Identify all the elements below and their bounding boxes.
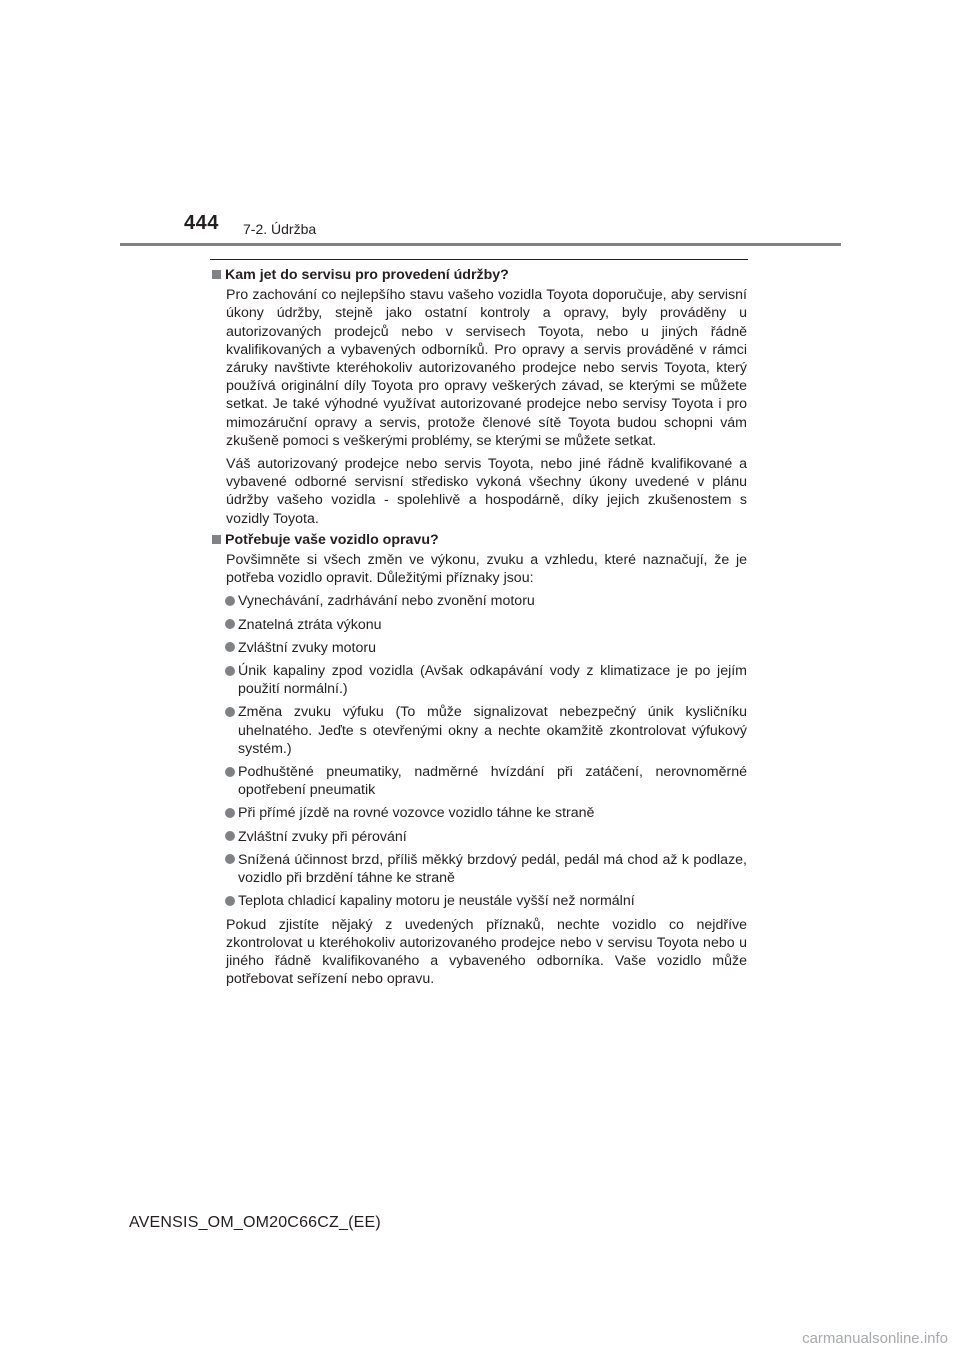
section-title: 7-2. Údržba <box>243 221 317 237</box>
list-item <box>212 828 747 846</box>
square-bullet-icon <box>212 270 221 279</box>
list-item <box>212 804 747 822</box>
section-heading <box>212 531 747 549</box>
header-rule <box>120 243 841 246</box>
circle-bullet-icon <box>225 666 235 676</box>
square-bullet-icon <box>212 535 221 544</box>
circle-bullet-icon <box>225 596 235 606</box>
content-body <box>212 266 747 993</box>
closing-paragraph: Pokud zjistíte nějaký z uvedených příznaků, nechte vozidlo co nejdříve zkontrolovat u kteréhokoliv autorizovaného prodejce nebo v servisu Toyota nebo u jiného řádně kvalifikovaného a vybaveného odborníka. Vaše vozidlo může potřebovat seřízení nebo opravu. <box>226 916 747 988</box>
list-item-text: Vynechávání, zadrhávání nebo zvonění motoru <box>238 593 535 610</box>
list-item <box>212 763 747 799</box>
section-heading-text: Potřebuje vaše vozidlo opravu? <box>225 531 439 548</box>
circle-bullet-icon <box>225 854 235 864</box>
list-item-text: Změna zvuku výfuku (To může signalizovat nebezpečný únik kysličníku uhelnatého. Jeďte s otevřenými okny a nechte okamžitě zkontrolovat výfukový systém.) <box>238 704 747 757</box>
content-rule <box>210 259 748 260</box>
circle-bullet-icon <box>225 767 235 777</box>
section-heading-text: Kam jet do servisu pro provedení údržby? <box>225 267 509 283</box>
list-item <box>212 703 747 758</box>
circle-bullet-icon <box>225 642 235 652</box>
page-number: 444 <box>184 212 219 234</box>
circle-bullet-icon <box>225 808 235 818</box>
circle-bullet-icon <box>225 896 235 906</box>
symptom-list <box>212 592 747 910</box>
list-item <box>212 592 747 610</box>
list-item <box>212 892 747 910</box>
document-code: AVENSIS_OM_OM20C66CZ_(EE) <box>129 1214 381 1231</box>
list-item <box>212 639 747 657</box>
circle-bullet-icon <box>225 619 235 629</box>
section-heading <box>212 266 747 284</box>
watermark: carmanualsonline.info <box>802 1330 948 1347</box>
paragraph: Pro zachování co nejlepšího stavu vašeho vozidla Toyota doporučuje, aby servisní úkony údržby, stejně jako ostatní kontroly a opravy, byly prováděny u autorizovaných prodejců nebo v servisech Toyota, nebo u jiných řádně kvalifikovaných a vybavených odborníků. Pro opravy a servis prováděné v rámci záruky navštivte kteréhokoliv autorizovaného prodejce nebo servis Toyota, který používá originální díly Toyota pro opravy veškerých závad, se kterými se můžete setkat. Je také výhodné využívat autorizované prodejce nebo servisy Toyota i pro mimozáruční opravy a servis, protože členové sítě Toyota budou schopni vám zkušeně pomoci s veškerými problémy, se kterými se můžete setkat. <box>226 287 747 449</box>
list-item-text: Teplota chladicí kapaliny motoru je neustále vyšší než normální <box>238 893 635 910</box>
list-item-text: Zvláštní zvuky motoru <box>238 639 376 656</box>
list-item-text: Znatelná ztráta výkonu <box>238 616 382 633</box>
list-item <box>212 851 747 887</box>
paragraph: Váš autorizovaný prodejce nebo servis Toyota, nebo jiné řádně kvalifikované a vybavené odborné servisní středisko vykoná všechny úkony uvedené v plánu údržby vašeho vozidla - spolehlivě a hospodárně, díky jejich zkušenostem s vozidly Toyota. <box>226 456 747 527</box>
intro-paragraph: Povšimněte si všech změn ve výkonu, zvuku a vzhledu, které naznačují, že je potřeba vozidlo opravit. Důležitými příznaky jsou: <box>226 552 747 587</box>
list-item <box>212 616 747 634</box>
circle-bullet-icon <box>225 831 235 841</box>
list-item-text: Podhuštěné pneumatiky, nadměrné hvízdání při zatáčení, nerovnoměrné opotřebení pneumatik <box>238 764 747 799</box>
list-item-text: Snížená účinnost brzd, příliš měkký brzdový pedál, pedál má chod až k podlaze, vozidlo při brzdění táhne ke straně <box>238 851 747 887</box>
list-item-text: Při přímé jízdě na rovné vozovce vozidlo táhne ke straně <box>238 805 595 822</box>
list-item-text: Únik kapaliny zpod vozidla (Avšak odkapávání vody z klimatizace je po jejím použití normální.) <box>238 663 747 698</box>
circle-bullet-icon <box>225 707 235 717</box>
list-item <box>212 662 747 698</box>
list-item-text: Zvláštní zvuky při pérování <box>238 828 407 845</box>
